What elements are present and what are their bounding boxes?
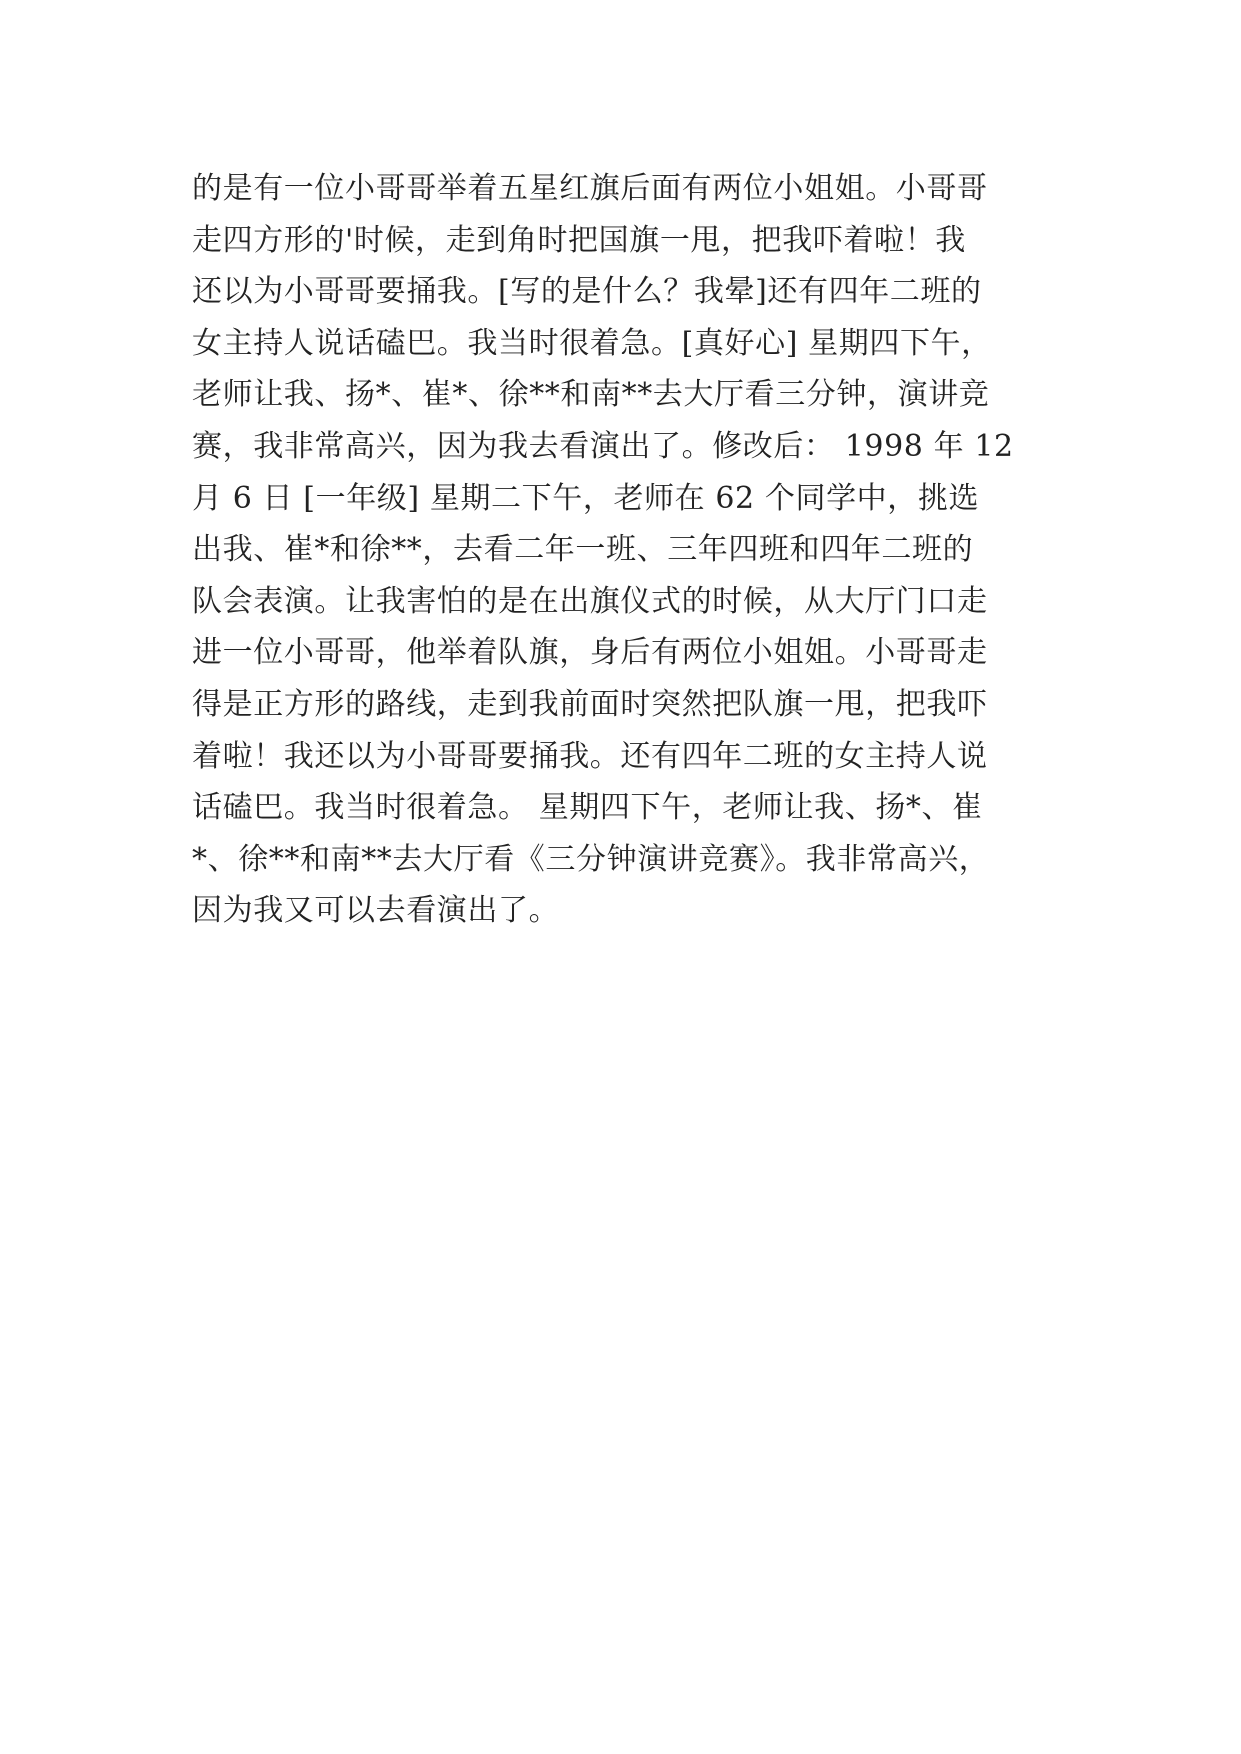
text-line: 进一位小哥哥，他举着队旗，身后有两位小姐姐。小哥哥走 xyxy=(192,635,988,671)
text-line: 出我、崔*和徐**，去看二年一班、三年四班和四年二班的 xyxy=(192,532,974,568)
text-line: 女主持人说话磕巴。我当时很着急。[真好心] 星期四下午， xyxy=(192,325,992,361)
text-line: 队会表演。让我害怕的是在出旗仪式的时候，从大厅门口走 xyxy=(192,583,988,619)
text-line: 着啦！我还以为小哥哥要捅我。还有四年二班的女主持人说 xyxy=(192,738,988,774)
text-line: 赛，我非常高兴，因为我去看演出了。修改后： 1998 年 12 xyxy=(192,428,1014,464)
text-line: 月 6 日 [一年级] 星期二下午，老师在 62 个同学中，挑选 xyxy=(192,480,980,516)
text-line: 还以为小哥哥要捅我。[写的是什么？我晕]还有四年二班的 xyxy=(192,274,982,310)
text-line: 话磕巴。我当时很着急。 星期四下午，老师让我、扬*、崔 xyxy=(192,790,983,826)
text-line: *、徐**和南**去大厅看《三分钟演讲竞赛》。我非常高兴， xyxy=(192,841,990,877)
text-line: 走四方形的'时候，走到角时把国旗一甩，把我吓着啦！我 xyxy=(192,222,966,258)
text-line: 得是正方形的路线，走到我前面时突然把队旗一甩，把我吓 xyxy=(192,686,988,722)
text-line: 因为我又可以去看演出了。 xyxy=(192,893,560,929)
body-text xyxy=(192,163,1062,937)
text-line: 老师让我、扬*、崔*、徐**和南**去大厅看三分钟，演讲竞 xyxy=(192,377,990,413)
text-line: 的是有一位小哥哥举着五星红旗后面有两位小姐姐。小哥哥 xyxy=(192,171,988,206)
